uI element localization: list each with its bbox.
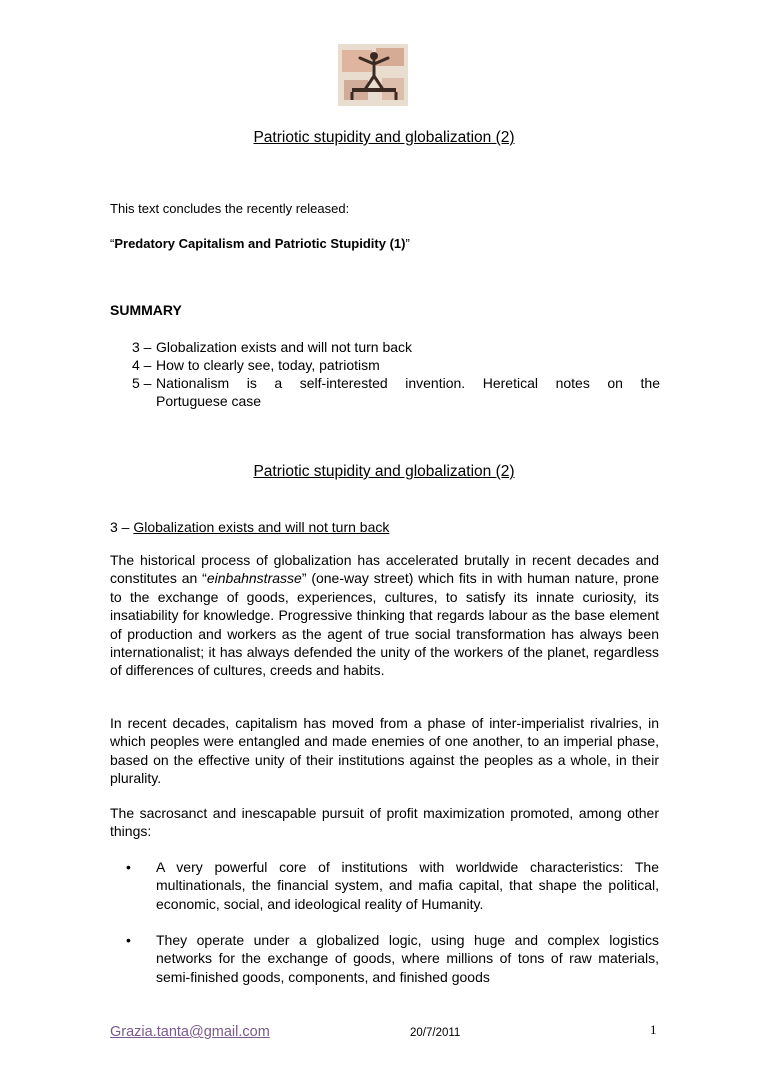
bullet-icon: • <box>126 932 131 948</box>
paragraph-text: ” (one-way street) which fits in with human nature, prone to the exchange of goods, experiences, cultures, to satisfy its innate curiosity, its insatiability for knowledge. Progressive thinking that regards labour as the base element of production and workers as the agent of true social transformation has always been internationalist; it has always defended the unity of the workers of the planet, regardless of differences of cultures, creeds and habits. <box>110 570 660 679</box>
section-heading <box>110 519 389 535</box>
summary-item-text: Nationalism is a self-interested invention. Heretical notes on the <box>156 375 660 391</box>
summary-item-number: 5 – <box>132 375 152 391</box>
close-quote: ” <box>405 236 410 251</box>
footer-email-link[interactable]: Grazia.tanta@gmail.com <box>110 1024 270 1040</box>
paragraph: In recent decades, capitalism has moved from a phase of inter-imperialist rivalries, in which peoples were entangled and made enemies of one another, to an imperial phase, based on the effective unity of their institutions against the peoples as a whole, in their plurality. <box>110 715 659 787</box>
bullet-icon: • <box>126 859 131 875</box>
summary-item-text: How to clearly see, today, patriotism <box>156 357 380 373</box>
summary-item <box>132 338 660 356</box>
summary-item-number: 3 – <box>132 339 152 355</box>
document-title: Patriotic stupidity and globalization (2) <box>253 129 515 146</box>
summary-item <box>132 374 660 392</box>
rock-art-figure-icon <box>338 44 408 106</box>
open-quote: “ <box>110 236 115 251</box>
intro-text: This text concludes the recently released: <box>110 201 350 216</box>
bullet-item <box>110 931 659 986</box>
summary-item-number: 4 – <box>132 357 152 373</box>
section-title: Patriotic stupidity and globalization (2) <box>253 463 515 480</box>
paragraph <box>110 551 659 680</box>
paragraph-text: The historical process of globalization has accelerated brutally in recent decades and constitutes an “ <box>110 552 659 587</box>
summary-heading: SUMMARY <box>110 302 182 318</box>
bullet-text: A very powerful core of institutions with worldwide characteristics: The multinationals, the financial system, and mafia capital, that shape the political, economic, social, and ideological reality of Humanity. <box>156 859 659 912</box>
summary-item-text: Globalization exists and will not turn back <box>156 339 413 355</box>
summary-list <box>132 338 660 410</box>
bullet-text: They operate under a globalized logic, using huge and complex logistics networks for the exchange of goods, where millions of tons of raw materials, semi-finished goods, components, and finished goods <box>156 932 659 985</box>
paragraph: The sacrosanct and inescapable pursuit of profit maximization promoted, among other things: <box>110 805 659 840</box>
italic-term: einbahnstrasse <box>206 570 302 587</box>
reference-line <box>110 236 410 251</box>
reference-title: Predatory Capitalism and Patriotic Stupidity (1) <box>114 236 406 251</box>
bullet-item <box>110 858 659 913</box>
section-heading-text: Globalization exists and will not turn back <box>133 519 390 535</box>
summary-item <box>132 356 660 374</box>
footer-date: 20/7/2011 <box>410 1027 461 1039</box>
section-number: 3 – <box>110 519 134 535</box>
summary-item-continuation <box>132 392 660 410</box>
summary-item-text: Portuguese case <box>156 393 262 409</box>
page-number: 1 <box>650 1022 657 1037</box>
